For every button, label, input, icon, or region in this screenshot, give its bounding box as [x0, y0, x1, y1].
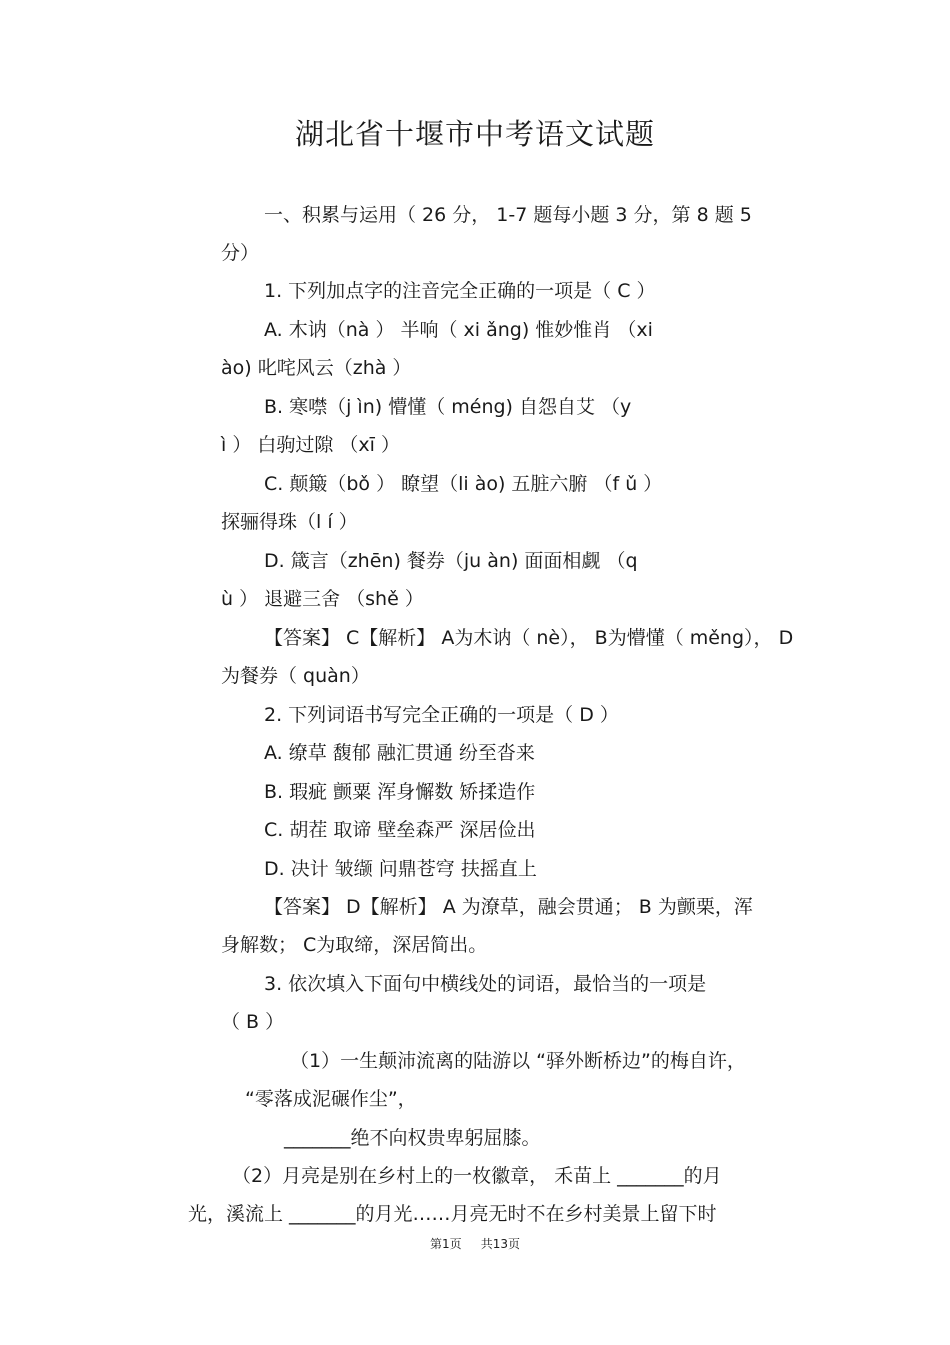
text-line: 分）	[221, 242, 260, 264]
sentence-2: （2）月亮是别在乡村上的一枚徽章， 禾苗上 _______的月	[232, 1165, 722, 1187]
option-d: D. 决计 皱缬 问鼎苍穹 扶摇直上	[264, 858, 537, 880]
option-c: C. 颠簸（bǒ ） 瞭望（li ào) 五脏六腑 （f ǔ ）	[264, 473, 663, 495]
option-a: A. 缭草 馥郁 融汇贯通 纷至沓来	[264, 742, 535, 764]
page-footer: 第1页 共13页	[430, 1237, 520, 1251]
page-title: 湖北省十堰市中考语文试题	[294, 117, 655, 151]
text-line: ì ） 白驹过隙 （xī ）	[221, 434, 400, 456]
question-1: 1. 下列加点字的注音完全正确的一项是（ C ）	[264, 280, 656, 302]
text-line: 身解数； C为取缔，深居简出。	[221, 934, 488, 956]
text-line: （ B ）	[221, 1011, 285, 1033]
text-line: ào) 叱咤风云（zhà ）	[221, 357, 412, 379]
answer-1: 【答案】 C【解析】 A为木讷（ nè）， B为懵懂（ měng）， D	[264, 627, 794, 649]
sentence-1: （1）一生颠沛流离的陆游以 “驿外断桥边”的梅自许，	[290, 1050, 746, 1072]
text-line: 为餐券（ quàn）	[221, 665, 370, 687]
option-a: A. 木讷（nà ） 半响（ xi ǎng) 惟妙惟肖 （xi	[264, 319, 653, 341]
answer-2: 【答案】 D【解析】 A 为潦草，融会贯通； B 为颤栗，浑	[264, 896, 753, 918]
option-b: B. 瑕疵 颤粟 浑身懈数 矫揉造作	[264, 781, 536, 803]
text-line: 探骊得珠（l í ）	[221, 511, 358, 533]
question-3: 3. 依次填入下面句中横线处的词语，最恰当的一项是	[264, 973, 707, 995]
option-b: B. 寒噤（j ìn) 懵懂（ méng) 自怨自艾 （y	[264, 396, 632, 418]
text-line: _______绝不向权贵卑躬屈膝。	[284, 1127, 541, 1149]
section-heading: 一、积累与运用（ 26 分， 1-7 题每小题 3 分，第 8 题 5	[264, 204, 752, 226]
option-d: D. 箴言（zhēn) 餐券（ju àn) 面面相觑 （q	[264, 550, 638, 572]
option-c: C. 胡茬 取谛 壁垒森严 深居俭出	[264, 819, 536, 841]
question-2: 2. 下列词语书写完全正确的一项是（ D ）	[264, 704, 619, 726]
text-line: 光，溪流上 _______的月光……月亮无时不在乡村美景上留下时	[188, 1203, 717, 1225]
text-line: “零落成泥碾作尘”，	[245, 1088, 417, 1110]
text-line: ù ） 退避三舍 （shě ）	[221, 588, 424, 610]
